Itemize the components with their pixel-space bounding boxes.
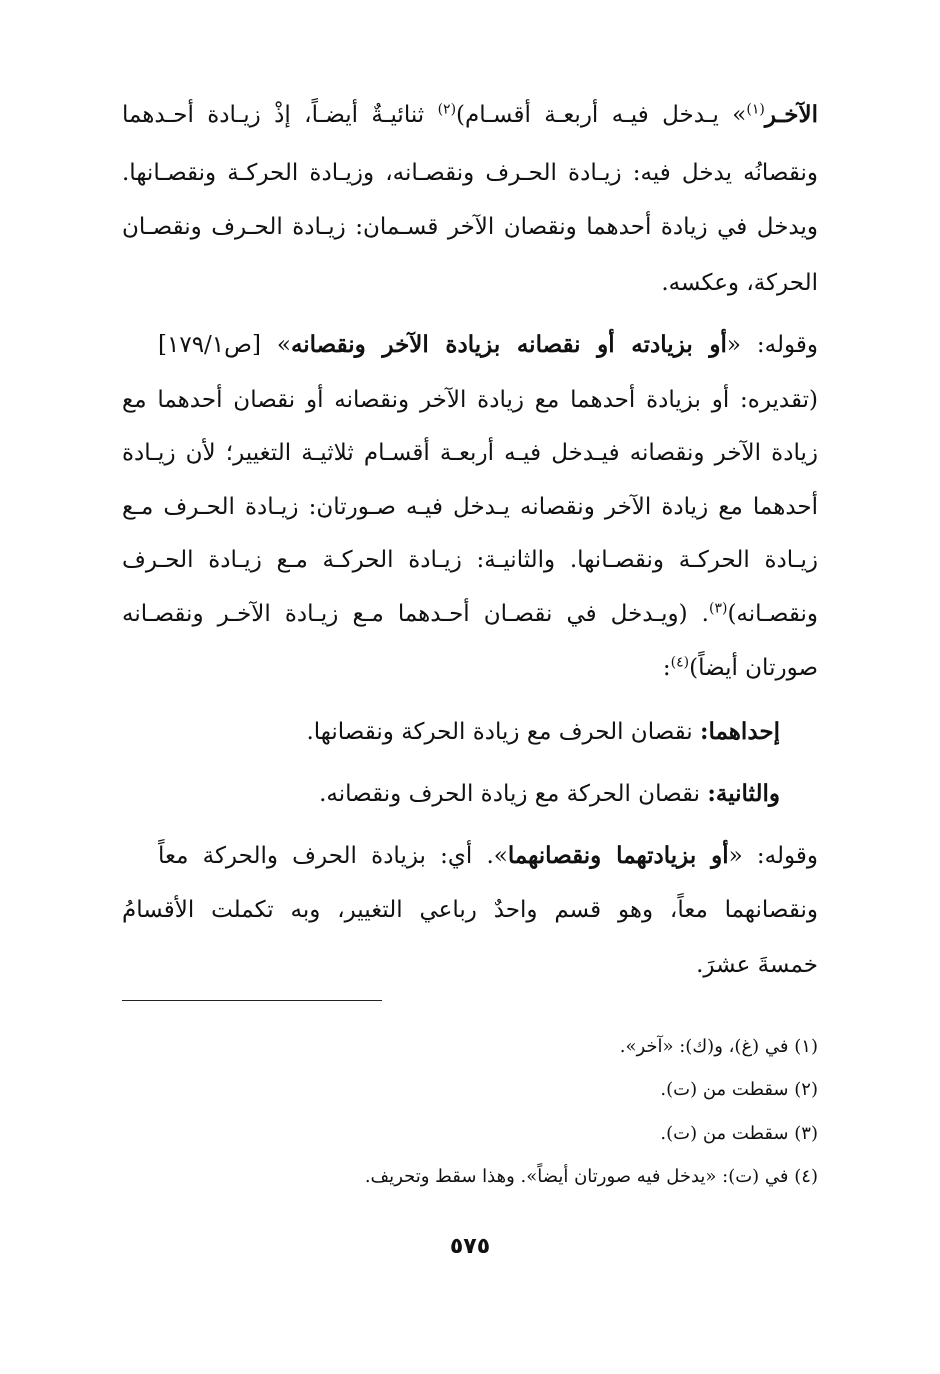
text-run: ونقصـانه) [727,601,818,627]
text-run: ». أي: بزيادة الحرف والحركة معاً [158,843,508,869]
paragraph-2-line-4: أحدهما مع زيادة الآخر ونقصانه يـدخل فيـه صـورتان: زيـادة الحـرف مـع [122,494,818,520]
footnote-number: (١) [794,1036,818,1057]
footnote-ref: (٤) [670,654,690,671]
paragraph-2-line-7 [122,648,818,688]
text-run: ثنائيـةٌ أيضـاً، إذْ زيـادة أحـدهما [122,102,438,128]
text-run: صورتان أيضاً) [689,655,818,681]
paragraph-3-line-3: خمسةَ عشرَ. [696,952,818,978]
footnote-ref: (١) [746,101,765,118]
page-number: ٥٧٥ [449,1234,491,1259]
footnote-number: (٣) [794,1123,818,1144]
item-label: والثانية: [707,780,780,807]
paragraph-2-line-5: زيـادة الحركـة ونقصـانها. والثانيـة: زيـادة الحركـة مـع زيـادة الحـرف [122,547,818,573]
footnote-number: (٤) [794,1166,818,1187]
footnote-3 [122,1119,818,1149]
text-run: وقوله: « [726,332,818,358]
text-run: وقوله: « [728,843,818,869]
bold-quote: أو بزيادته أو نقصانه بزيادة الآخر ونقصانه [290,331,727,358]
list-item-2 [120,774,780,814]
bold-quote: أو بزيادتهما ونقصانهما [507,842,729,869]
footnote-text: في (غ)، و(ك): «آخر». [619,1036,789,1057]
footnote-number: (٢) [794,1079,818,1100]
footnote-text: سقطت من (ت). [660,1079,789,1100]
text-run: . (ويـدخل في نقصـان أحـدهما مـع زيـادة الآخـر ونقصـانه [122,601,709,627]
paragraph-1-line-2: ونقصانُه يدخل فيه: زيـادة الحـرف ونقصـانه، وزيـادة الحركـة ونقصـانها. [122,160,818,186]
paragraph-1-line-4: الحركة، وعكسه. [661,270,818,296]
footnote-text: سقطت من (ت). [660,1123,789,1144]
footnote-1 [122,1032,818,1062]
paragraph-3-line-1 [158,836,818,876]
footnote-ref: (٢) [437,101,457,118]
paragraph-1-line-3: ويدخل في زيادة أحدهما ونقصان الآخر قسـمان: زيـادة الحـرف ونقصـان [122,214,818,240]
footnote-separator [122,1000,382,1001]
paragraph-1-line-1 [122,95,818,135]
text-run: : [662,655,671,681]
item-text: نقصان الحركة مع زيادة الحرف ونقصانه. [319,781,708,807]
paragraph-2-line-1 [158,325,818,365]
item-label: إحداهما: [700,718,780,745]
paragraph-2-line-2: (تقديره: أو بزيادة أحدهما مع زيادة الآخر ونقصانه أو نقصان أحدهما مع [122,387,818,413]
footnote-2 [122,1075,818,1105]
bold-term: الآخـر [764,101,818,128]
item-text: نقصان الحرف مع زيادة الحركة ونقصانها. [306,719,700,745]
text-run: » يـدخل فيـه أربعـة أقسـام) [456,102,747,128]
list-item-1 [120,712,780,752]
footnote-ref: (٣) [708,600,728,617]
paragraph-2-line-6 [122,594,818,634]
text-run: » [ص١٧٩/١] [158,332,291,358]
footnote-4 [122,1162,818,1192]
footnote-text: في (ت): «يدخل فيه صورتان أيضاً». وهذا سقط وتحريف. [364,1166,789,1187]
paragraph-2-line-3: زيادة الآخر ونقصانه فيـدخل فيـه أربعـة أقسـام ثلاثيـة التغيير؛ لأن زيـادة [122,440,818,466]
paragraph-3-line-2: ونقصانهما معاً، وهو قسم واحدٌ رباعي التغيير، وبه تكملت الأقسامُ [122,897,818,923]
